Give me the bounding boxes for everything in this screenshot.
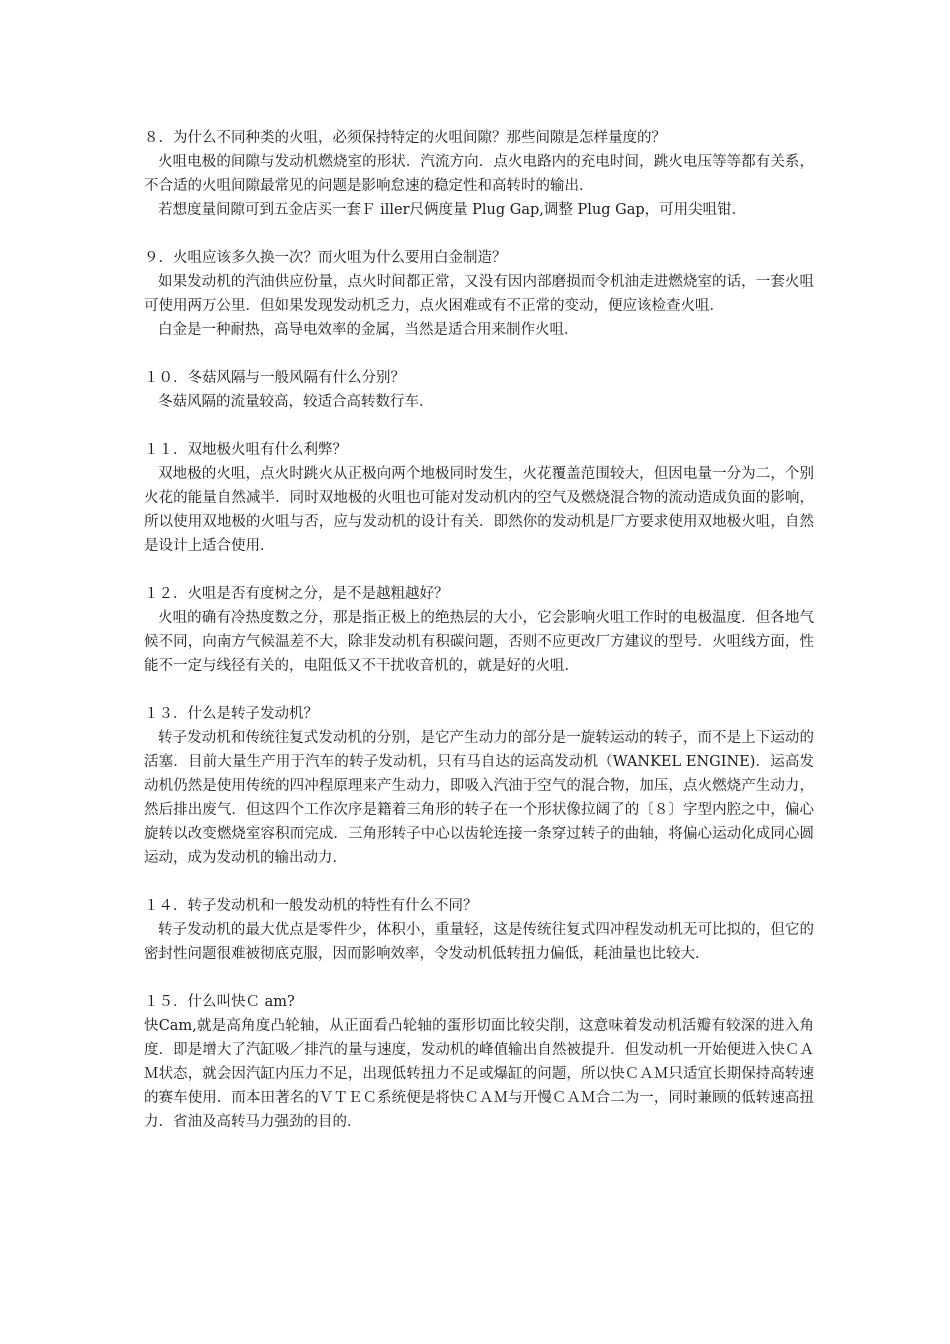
question-heading: １５．什么叫快Ｃ am? [144,994,295,1010]
question-heading: ８．为什么不同种类的火咀，必须保持特定的火咀间隙？那些间隙是怎样量度的？ [144,130,666,146]
faq-section-9 [144,246,814,342]
faq-section-15 [144,990,814,1134]
question-heading: ９．火咀应该多久换一次？而火咀为什么要用白金制造？ [144,250,507,266]
answer-paragraph: 如果发动机的汽油供应份量，点火时间都正常，又没有因内部磨损而令机油走进燃烧室的话，一套火咀可使用两万公里．但如果发现发动机乏力，点火困难或有不正常的变动，便应该检查火咀． [144,274,814,314]
faq-section-13 [144,702,814,870]
question-heading: １１．双地极火咀有什么利弊？ [144,442,347,458]
answer-paragraph: 白金是一种耐热，高导电效率的金属，当然是适合用来制作火咀． [158,322,579,338]
question-heading: １３．什么是转子发动机？ [144,706,318,722]
faq-section-14 [144,894,814,966]
answer-paragraph: 火咀的确有冷热度数之分，那是指正极上的绝热层的大小，它会影响火咀工作时的电极温度．但各地气候不同，向南方气候温差不大，除非发动机有积碳问题，否则不应更改厂方建议的型号．火咀线方面，性能不一定与线径有关的，电阻低又不干扰收音机的，就是好的火咀． [144,610,814,674]
question-heading: １２．火咀是否有度树之分，是不是越粗越好？ [144,586,449,602]
faq-section-10 [144,366,814,414]
answer-paragraph: 火咀电极的间隙与发动机燃烧室的形状．汽流方向．点火电路内的充电时间，跳火电压等等都有关系，不合适的火咀间隙最常见的问题是影响怠速的稳定性和高转时的输出． [144,154,814,194]
faq-section-8 [144,126,814,222]
answer-paragraph: 若想度量间隙可到五金店买一套Ｆ iller尺俩度量 Plug Gap,调整 Plug Gap，可用尖咀钳． [158,202,747,218]
faq-section-11 [144,438,814,558]
answer-paragraph: 冬菇风隔的流量较高，较适合高转数行车． [158,394,434,410]
faq-section-12 [144,582,814,678]
document-page [144,126,814,1158]
question-heading: １０．冬菇风隔与一般风隔有什么分别？ [144,370,405,386]
answer-paragraph: 转子发动机和传统往复式发动机的分别，是它产生动力的部分是一旋转运动的转子，而不是上下运动的活塞．目前大量生产用于汽车的转子发动机，只有马自达的运高发动机（WANKEL ENGINE)．运高发动机仍然是使用传统的四冲程原理来产生动力，即吸入汽油于空气的混合物，加压，点火燃烧产生动力，然后排出废气．但这四个工作次序是籍着三角形的转子在一个形状像拉阔了的〔８〕字型内腔之中，偏心旋转以改变燃烧室容积而完成．三角形转子中心以齿轮连接一条穿过转子的曲轴，将偏心运动化成同心圆运动，成为发动机的输出动力． [144,730,814,866]
question-heading: １４．转子发动机和一般发动机的特性有什么不同？ [144,898,478,914]
answer-paragraph: 双地极的火咀，点火时跳火从正极向两个地极同时发生，火花覆盖范围较大，但因电量一分为二，个别火花的能量自然减半．同时双地极的火咀也可能对发动机内的空气及燃烧混合物的流动造成负面的影响，所以使用双地极的火咀与否，应与发动机的设计有关．即然你的发动机是厂方要求使用双地极火咀，自然是设计上适合使用． [144,466,814,554]
answer-paragraph: 快Cam,就是高角度凸轮轴，从正面看凸轮轴的蛋形切面比较尖削，这意味着发动机活瓣有较深的进入角度．即是增大了汽缸吸／排汽的量与速度，发动机的峰值输出自然被提升．但发动机一开始便进入快ＣＡＭ状态，就会因汽缸内压力不足，出现低转扭力不足或爆缸的问题，所以快ＣＡＭ只适宜长期保持高转速的赛车使用．而本田著名的ＶＴＥＣ系统便是将快ＣＡＭ与开慢ＣＡＭ合二为一，同时兼顾的低转速高扭力．省油及高转马力强劲的目的． [144,1018,814,1130]
answer-paragraph: 转子发动机的最大优点是零件少，体积小，重量轻，这是传统往复式四冲程发动机无可比拟的，但它的密封性问题很难被彻底克服，因而影响效率，令发动机低转扭力偏低，耗油量也比较大． [144,922,814,962]
